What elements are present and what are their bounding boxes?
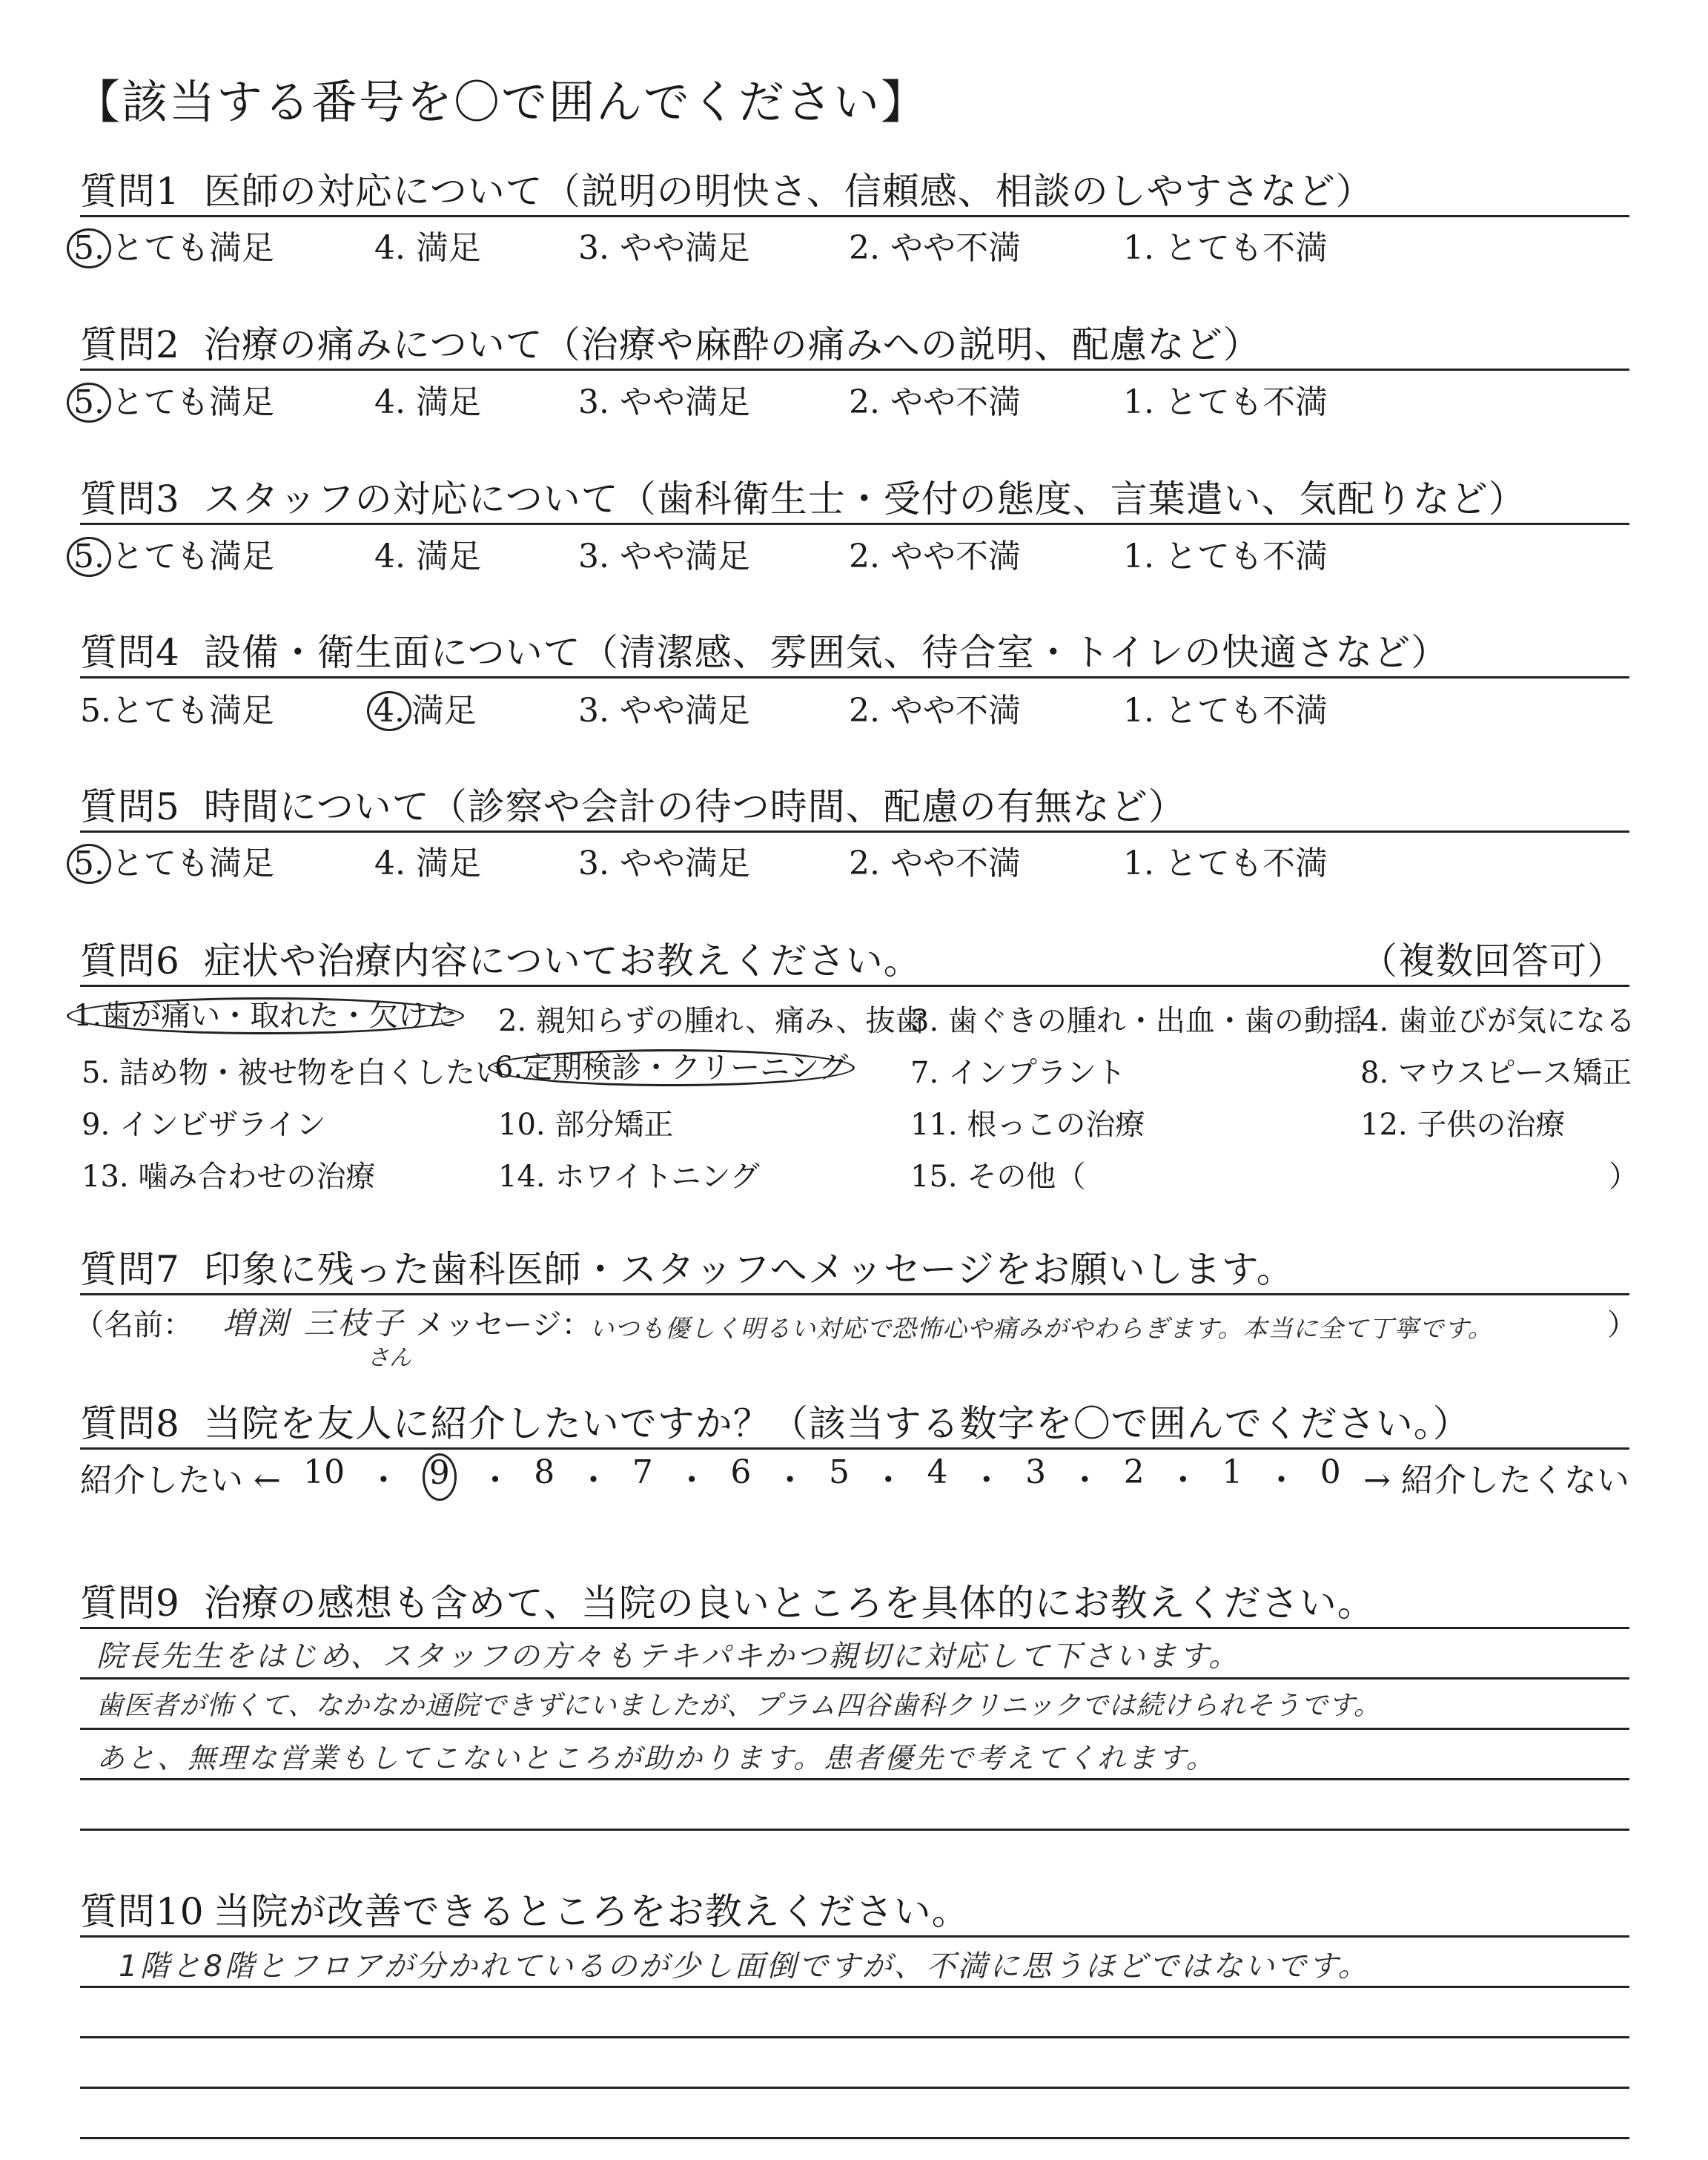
rule-q10-line-4 [80,2137,1629,2139]
q8-dot: ・ [675,1462,709,1499]
q5-option-3[interactable]: 3. やや満足 [578,845,750,882]
q2-option-5-text: とても満足 [110,383,274,421]
q1-option-2[interactable]: 2. やや不満 [849,229,1021,267]
q9-answer-line-2[interactable]: 歯医者が怖くて、なかなか通院できずにいましたが、プラム四谷歯科クリニックでは続けられそうです。 [96,1691,1381,1721]
q8-value-2[interactable]: 2 [1123,1453,1145,1491]
q2-option-5[interactable] [74,375,274,423]
q7-name-value[interactable]: 増渕 三枝子 [222,1305,406,1341]
q8-dot: ・ [367,1462,400,1499]
q5-option-5-text: とても満足 [110,845,274,882]
q8-value-10[interactable]: 10 [303,1453,345,1491]
q8-value-5[interactable]: 5 [828,1453,850,1491]
q6-item-15[interactable]: 15. その他（ [910,1160,1086,1194]
q8-dot: ・ [1265,1462,1298,1499]
q4-option-3[interactable]: 3. やや満足 [578,692,750,730]
q8-scale [80,1453,1629,1501]
question-3-label: 質問3 [80,478,180,521]
q8-value-6[interactable]: 6 [730,1453,752,1491]
q7-close: ） [1607,1308,1637,1342]
rule-q7 [80,1293,1629,1295]
rule-q3 [80,523,1629,525]
q5-selected-circle: 5. [67,844,111,884]
question-6-text: 症状や治療内容についてお教えください。 [203,939,921,982]
q8-dot: ・ [1068,1462,1102,1499]
q3-option-1[interactable]: 1. とても不満 [1123,538,1328,575]
q2-option-4[interactable]: 4. 満足 [374,383,481,421]
q8-dot: ・ [478,1462,512,1499]
question-10 [80,1882,970,1935]
rule-q9-line-4 [80,1829,1629,1831]
rule-q9 [80,1627,1629,1629]
q9-answer-line-3[interactable]: あと、無理な営業もしてこないところが助かります。患者優先で考えてくれます。 [96,1742,1217,1774]
q2-option-3[interactable]: 3. やや満足 [578,383,750,421]
q8-value-1[interactable]: 1 [1222,1453,1243,1491]
question-6 [80,931,921,985]
q6-item-9[interactable]: 9. インビザライン [82,1108,326,1142]
q4-option-5[interactable]: 5.とても満足 [80,692,274,730]
q3-option-2[interactable]: 2. やや不満 [849,538,1021,575]
rule-q10-line-1 [80,1986,1629,1988]
rule-q6 [80,985,1629,987]
q8-dot: ・ [970,1462,1003,1499]
question-9 [80,1573,1375,1627]
q1-option-5-text: とても満足 [110,229,274,267]
q1-option-5[interactable] [74,221,274,268]
q6-item-6[interactable] [495,1049,855,1086]
question-6-label: 質問6 [80,939,180,982]
q3-option-3[interactable]: 3. やや満足 [578,538,750,575]
question-4-text: 設備・衛生面について（清潔感、雰囲気、待合室・トイレの快適さなど） [203,631,1449,674]
question-5 [80,777,1186,830]
q6-item-4[interactable]: 4. 歯並びが気になる [1360,1004,1635,1038]
q8-left-label: 紹介したい ← [80,1462,281,1499]
q1-option-4[interactable]: 4. 満足 [374,229,481,267]
q8-value-8[interactable]: 8 [534,1453,555,1491]
rule-q9-line-1 [80,1677,1629,1680]
q8-dot: ・ [1166,1462,1199,1499]
question-5-label: 質問5 [80,785,180,828]
q1-option-1[interactable]: 1. とても不満 [1123,229,1328,267]
rule-q4 [80,676,1629,678]
q4-option-4[interactable] [374,684,477,731]
q2-selected-circle: 5. [67,383,111,423]
rule-q5 [80,830,1629,833]
q5-option-2[interactable]: 2. やや不満 [849,845,1021,882]
q6-item-1-circle: 1.歯が痛い・取れた・欠けた [67,997,464,1034]
q8-dot: ・ [872,1462,905,1499]
q2-option-2[interactable]: 2. やや不満 [849,383,1021,421]
q6-item-1[interactable] [74,997,464,1034]
question-4 [80,623,1449,676]
question-7-text: 印象に残った歯科医師・スタッフへメッセージをお願いします。 [203,1248,1294,1291]
q6-item-12[interactable]: 12. 子供の治療 [1360,1108,1566,1142]
rule-q10-line-2 [80,2036,1629,2038]
question-9-text: 治療の感想も含めて、当院の良いところを具体的にお教えください。 [203,1582,1375,1625]
q6-item-15-close: ） [1609,1160,1638,1194]
q4-option-4-text: 満足 [411,692,477,730]
q4-option-2[interactable]: 2. やや不満 [849,692,1021,730]
question-1-label: 質問1 [80,170,180,213]
q3-option-5-text: とても満足 [110,538,274,575]
question-9-label: 質問9 [80,1582,180,1625]
q8-value-3[interactable]: 3 [1025,1453,1047,1491]
question-5-text: 時間について（診察や会計の待つ時間、配慮の有無など） [203,785,1186,828]
q9-answer-line-1[interactable]: 院長先生をはじめ、スタッフの方々もテキパキかつ親切に対応して下さいます。 [96,1639,1241,1674]
q6-item-7[interactable]: 7. インプラント [910,1056,1126,1090]
question-1-text: 医師の対応について（説明の明快さ、信頼感、相談のしやすさなど） [203,170,1374,213]
q4-option-1[interactable]: 1. とても不満 [1123,692,1328,730]
q2-option-1[interactable]: 1. とても不満 [1123,383,1328,421]
question-6-note: （複数回答可） [1360,939,1625,982]
rule-q2 [80,369,1629,371]
q6-item-13[interactable]: 13. 噛み合わせの治療 [82,1160,376,1194]
rule-q1 [80,215,1629,217]
rule-q10-line-3 [80,2087,1629,2089]
q7-message-value[interactable]: いつも優しく明るい対応で恐怖心や痛みがやわらぎます。本当に全て丁寧です。 [589,1314,1493,1343]
q1-selected-circle: 5. [67,228,111,268]
q8-value-9[interactable]: 9 [423,1453,457,1501]
q6-item-11[interactable]: 11. 根っこの治療 [910,1108,1145,1142]
rule-q9-line-2 [80,1728,1629,1730]
q3-option-5[interactable] [74,529,274,577]
rule-q9-line-3 [80,1778,1629,1780]
question-3 [80,469,1526,523]
question-2 [80,315,1261,369]
q10-answer-line-1[interactable]: 1階と8階とフロアが分かれているのが少し面倒ですが、不満に思うほどではないです。 [119,1949,1370,1984]
q8-value-0[interactable]: 0 [1320,1453,1341,1491]
q7-honorific: さん [367,1345,411,1371]
q5-option-4[interactable]: 4. 満足 [374,845,481,882]
question-8 [80,1394,1471,1447]
q8-right-label: → 紹介したくない [1363,1462,1629,1499]
question-7-label: 質問7 [80,1248,180,1291]
q6-item-6-circle: 6.定期検診・クリーニング [488,1049,855,1086]
question-7 [80,1240,1294,1293]
question-4-label: 質問4 [80,631,180,674]
q8-dot: ・ [577,1462,610,1499]
q6-item-8[interactable]: 8. マウスピース矯正 [1360,1056,1632,1090]
q7-message-label: メッセージ： [415,1308,592,1342]
question-2-label: 質問2 [80,323,180,366]
question-2-text: 治療の痛みについて（治療や麻酔の痛みへの説明、配慮など） [203,323,1261,366]
q6-item-14[interactable]: 14. ホワイトニング [498,1160,760,1194]
q8-value-4[interactable]: 4 [927,1453,948,1491]
question-3-text: スタッフの対応について（歯科衛生士・受付の態度、言葉遣い、気配りなど） [203,478,1526,521]
q6-item-10[interactable]: 10. 部分矯正 [498,1108,674,1142]
q5-option-5[interactable] [74,836,274,884]
rule-q10 [80,1935,1629,1938]
question-8-label: 質問8 [80,1402,180,1445]
q3-selected-circle: 5. [67,537,111,577]
q8-dot: ・ [773,1462,807,1499]
q7-name-label: （名前： [74,1308,193,1342]
question-10-label: 質問10 [80,1890,205,1933]
rule-q8 [80,1447,1629,1450]
form-header: 【該当する番号を〇で囲んでください】 [74,75,929,129]
q1-option-3[interactable]: 3. やや満足 [578,229,750,267]
q8-value-7[interactable]: 7 [632,1453,653,1491]
q4-selected-circle: 4. [367,691,411,731]
q6-item-3[interactable]: 3. 歯ぐきの腫れ・出血・歯の動揺 [910,1004,1363,1038]
q5-option-1[interactable]: 1. とても不満 [1123,845,1328,882]
q6-item-5[interactable]: 5. 詰め物・被せ物を白くしたい [82,1056,505,1090]
q6-item-2[interactable]: 2. 親知らずの腫れ、痛み、抜歯 [498,1004,925,1038]
question-8-text: 当院を友人に紹介したいですか？（該当する数字を〇で囲んでください。） [203,1402,1471,1445]
question-1 [80,162,1374,215]
question-10-text: 当院が改善できるところをお教えください。 [213,1890,970,1933]
q3-option-4[interactable]: 4. 満足 [374,538,481,575]
